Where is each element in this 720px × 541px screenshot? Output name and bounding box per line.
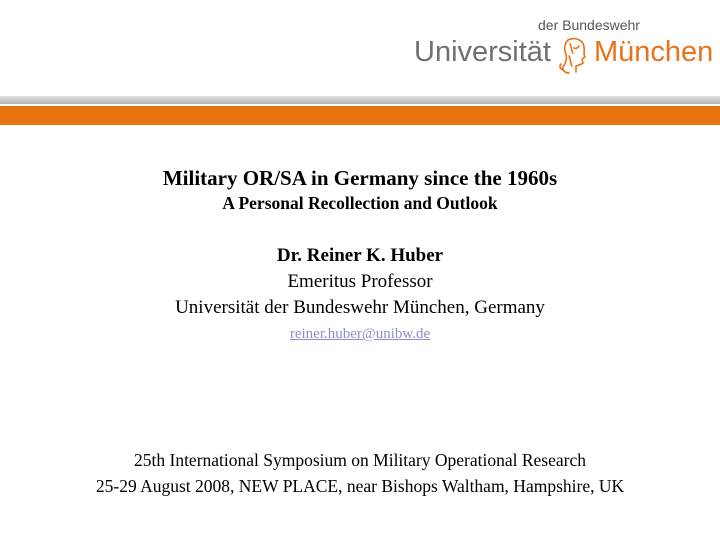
logo-munchen-text: München — [594, 36, 714, 68]
logo-subtitle: der Bundeswehr — [538, 17, 640, 33]
symposium-dates-place: 25-29 August 2008, NEW PLACE, near Bishops Waltham, Hampshire, UK — [95, 476, 625, 496]
symposium-name: 25th International Symposium on Military Operational Research — [134, 450, 586, 470]
profile-head-emblem-icon — [558, 36, 592, 76]
author-role: Emeritus Professor — [287, 271, 433, 292]
university-logo — [410, 14, 714, 74]
author-affiliation: Universität der Bundeswehr München, Germany — [175, 297, 545, 318]
author-email-link[interactable]: reiner.huber@unibw.de — [289, 326, 431, 342]
presentation-title: Military OR/SA in Germany since the 1960s — [162, 166, 558, 190]
presentation-subtitle: A Personal Recollection and Outlook — [222, 193, 498, 213]
logo-universitat-text: Universität — [414, 36, 551, 68]
author-name: Dr. Reiner K. Huber — [276, 245, 444, 266]
header-orange-bar — [0, 106, 720, 125]
header-gray-bar — [0, 96, 720, 104]
